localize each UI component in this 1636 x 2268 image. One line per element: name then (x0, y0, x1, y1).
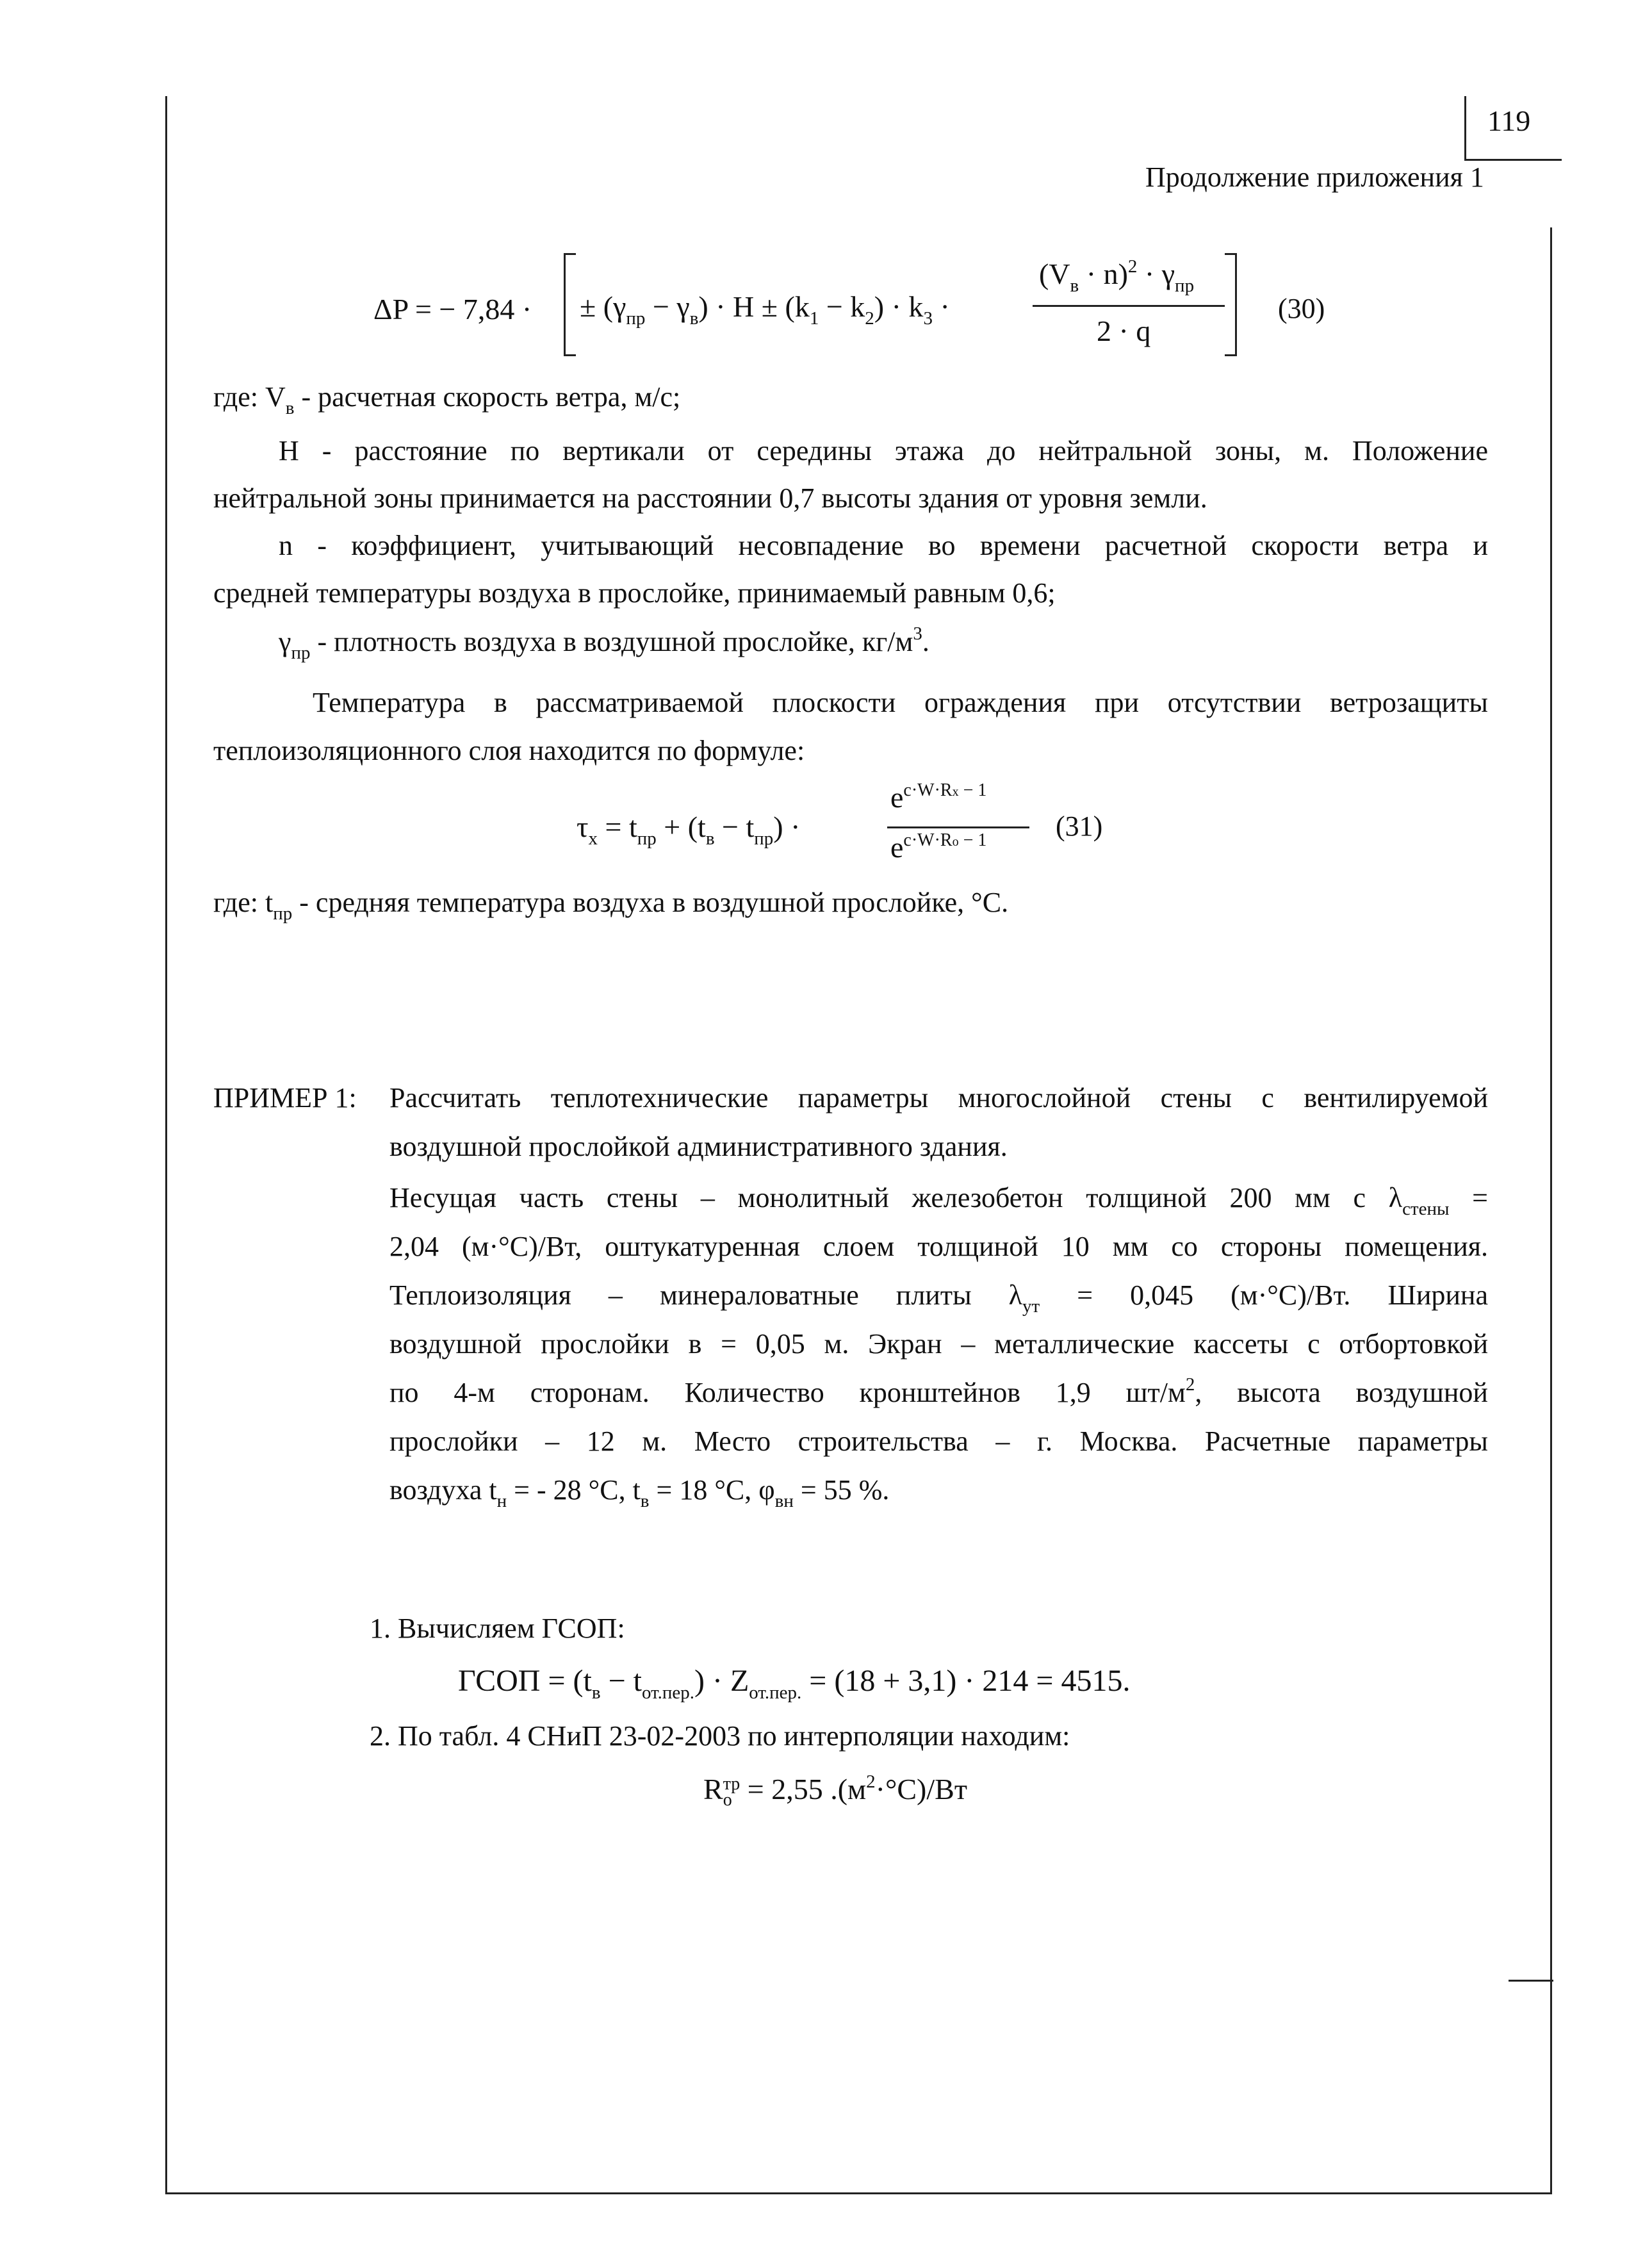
formula-30-lhs: ΔP = − 7,84 · (373, 293, 532, 325)
formula-30-bracket-left (564, 253, 576, 356)
example-p2-line5: по 4-м сторонам. Количество кронштейнов 1,9 $шт/м^2$, высота воздушной (389, 1374, 1488, 1408)
formula-31-numerator: $e^{c\cdot W\cdot Rx - 1}$ (890, 780, 987, 814)
formula-31-lhs: $\tau_x = t_{пр} + (t_в - t_{пр})$ · (577, 810, 801, 849)
formula-30-numerator: $(V_в \cdot n)^2 \cdot \gamma_{пр}$ (1039, 256, 1195, 296)
para-temp-line1: Температура в рассматриваемой плоскости ограждения при отсутствии ветрозащиты (313, 687, 1488, 718)
frame-bottom-line (165, 2192, 1552, 2194)
example-p2-line6: прослойки – 12 м. Место строительства – г. Москва. Расчетные параметры (389, 1426, 1488, 1457)
step1-formula: ГСОП = $(t_в - t_{от.пер.}) \cdot Z_{от.пер.} = (18 + 3,1) \cdot 214 = 4515$. (458, 1664, 1131, 1703)
example-line1: Рассчитать теплотехнические параметры многослойной стены с вентилируемой (389, 1082, 1488, 1113)
appendix-caption: Продолжение приложения 1 (1145, 161, 1484, 193)
example-p2-line3: Теплоизоляция – минераловатные плиты $\lambda_{ут} = 0,045$ (м·°С)/Вт. Ширина (389, 1279, 1488, 1317)
example-p2-line2: 2,04 (м·°С)/Вт, оштукатуренная слоем толщиной 10 мм со стороны помещения. (389, 1231, 1488, 1262)
para-temp-line2: теплоизоляционного слоя находится по формуле: (213, 735, 805, 766)
para-n-line1: n - коэффициент, учитывающий несовпадение во времени расчетной скорости ветра и (279, 530, 1488, 561)
page-number: 119 (1487, 104, 1531, 137)
margin-tick (1509, 1980, 1553, 1982)
formula-30-bracket-right (1225, 253, 1237, 356)
formula-30-body: ± $(\gamma_{пр} - \gamma_в) \cdot H \pm (k_1 - k_2) \cdot k_3$ · (580, 290, 950, 329)
example-label: ПРИМЕР 1: (213, 1082, 357, 1113)
para-h-line1: H - расстояние по вертикали от середины этажа до нейтральной зоны, м. Положение (279, 435, 1488, 466)
formula-31-fraction-bar (887, 826, 1029, 828)
formula-30-denominator: 2 · q (1097, 315, 1151, 347)
formula-30-number: (30) (1278, 293, 1325, 324)
para-n-line2: средней температуры воздуха в прослойке, принимаемый равным 0,6; (213, 577, 1056, 609)
formula-30-fraction-bar (1033, 305, 1225, 307)
page-number-box-left (1464, 96, 1466, 160)
para-h-line2: нейтральной зоны принимается на расстоянии 0,7 высоты здания от уровня земли. (213, 482, 1207, 514)
example-p2-line1: Несущая часть стены – монолитный железобетон толщиной 200 мм с $\lambda_{стены}$ = (389, 1182, 1488, 1219)
example-p2-line4: воздушной прослойки в = 0,05 м. Экран – металлические кассеты с отбортовкой (389, 1328, 1488, 1360)
example-line2: воздушной прослойкой административного здания. (389, 1131, 1008, 1162)
example-p2-line7: воздуха $t_н$ = - 28 °С, $t_в = 18$ °С, $\varphi_{вн} = 55$ %. (389, 1474, 890, 1511)
step2-formula: R тр о = 2,55 $.(м^2\cdot^\circ С)/Вт$ (703, 1771, 967, 1811)
para-gamma: $\gamma_{пр}$ - плотность воздуха в воздушной прослойке, $кг/м^3$. (279, 623, 929, 663)
frame-right-line (1550, 227, 1552, 2194)
frame-left-line (165, 96, 167, 2194)
where-v-line: где: $V_в$ - расчетная скорость ветра, м/с; (213, 381, 681, 418)
page-number-box-bottom (1464, 159, 1562, 161)
formula-31-denominator: $e^{c\cdot W\cdot Ro - 1}$ (890, 830, 987, 864)
step2-heading: 2. По табл. 4 СНиП 23-02-2003 по интерполяции находим: (370, 1720, 1070, 1752)
where-t-line: где: $t_{пр}$ - средняя температура воздуха в воздушной прослойке, °С. (213, 887, 1009, 924)
formula-31-number: (31) (1056, 810, 1103, 842)
step1-heading: 1. Вычисляем ГСОП: (370, 1613, 625, 1644)
